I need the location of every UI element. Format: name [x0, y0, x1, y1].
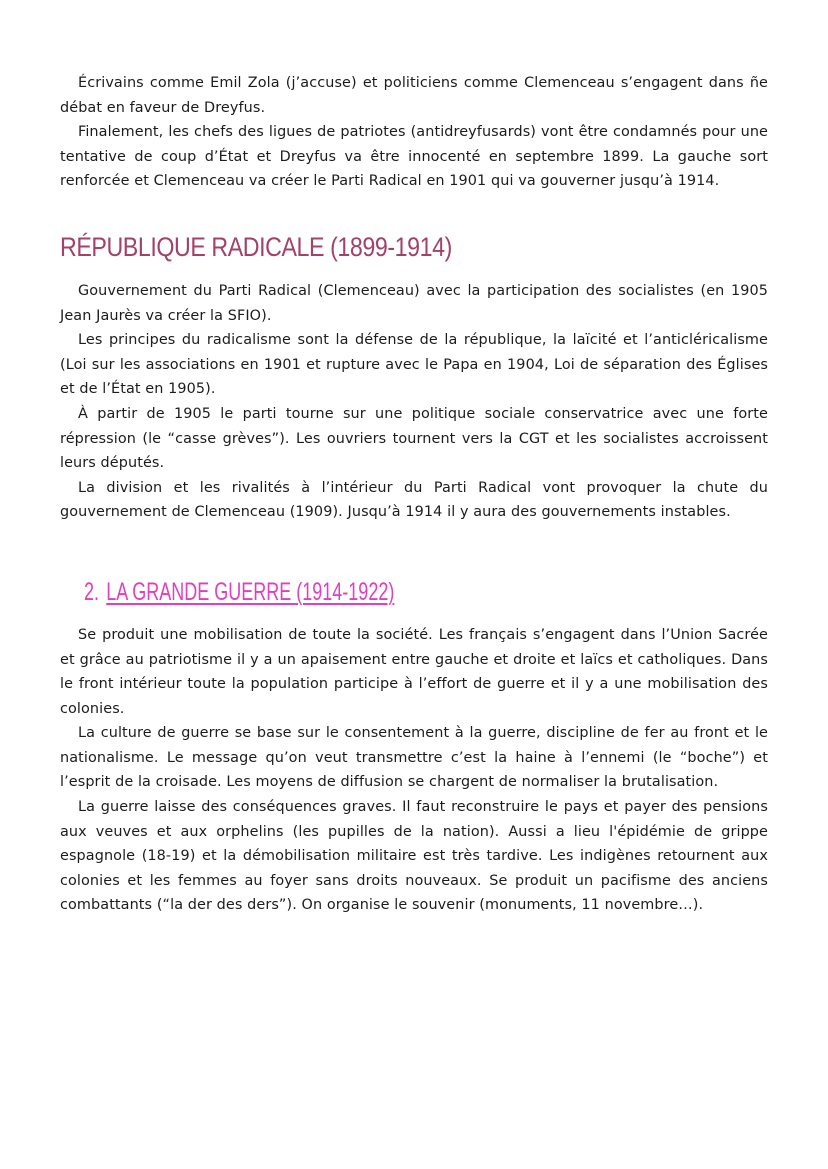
radicale-paragraph-1: Gouvernement du Parti Radical (Clemenceau) avec la participation des socialistes (en 1905 Jean Jaurès va créer la SFIO).: [60, 282, 768, 324]
radicale-paragraph-2: Les principes du radicalisme sont la défense de la république, la laïcité et l’anticléricalisme (Loi sur les associations en 1901 et rupture avec le Papa en 1904, Loi de séparation des Églises et de l’État en 1905).: [60, 332, 768, 398]
section-heading-grande-guerre: [84, 578, 576, 607]
guerre-paragraph-3: La guerre laisse des conséquences graves. Il faut reconstruire le pays et payer des pensions aux veuves et aux orphelins (les pupilles de la nation). Aussi a lieu l'épidémie de grippe espagnole (18-19) et la démobilisation militaire est très tardive. Les indigènes retournent aux colonies et les femmes au foyer sans droits nouveaux. Se produit un pacifisme des anciens combattants (“la der des ders”). On organise le souvenir (monuments, 11 novembre…).: [60, 799, 768, 914]
section-heading-republique-radicale: RÉPUBLIQUE RADICALE (1899-1914): [60, 231, 452, 262]
section-number: 2.: [84, 577, 100, 606]
guerre-paragraph-2: La culture de guerre se base sur le consentement à la guerre, discipline de fer au front et le nationalisme. Le message qu’on veut transmettre c’est la haine à l’ennemi (le “boche”) et l’esprit de la croisade. Les moyens de diffusion se chargent de normaliser la brutalisation.: [60, 725, 768, 791]
radicale-paragraph-3: À partir de 1905 le parti tourne sur une politique sociale conservatrice avec une forte répression (le “casse grèves”). Les ouvriers tournent vers la CGT et les socialistes accroissent leurs députés.: [60, 405, 768, 472]
radicale-paragraph-4: La division et les rivalités à l’intérieur du Parti Radical vont provoquer la chute du gouvernement de Clemenceau (1909). Jusqu’à 1914 il y aura des gouvernements instables.: [60, 479, 768, 521]
intro-paragraph-1: Écrivains comme Emil Zola (j’accuse) et politiciens comme Clemenceau s’engagent dans ñe débat en faveur de Dreyfus.: [60, 75, 768, 116]
guerre-paragraph-1: Se produit une mobilisation de toute la société. Les français s’engagent dans l’Union Sacrée et grâce au patriotisme il y a un apaisement entre gauche et droite et laïcs et catholiques. Dans le front intérieur toute la population participe à l’effort de guerre et il y a une mobilisation des colonies.: [60, 626, 768, 717]
intro-paragraph-2: Finalement, les chefs des ligues de patriotes (antidreyfusards) vont être condamnés pour une tentative de coup d’État et Dreyfus va être innocenté en septembre 1899. La gauche sort renforcée et Clemenceau va créer le Parti Radical en 1901 qui va gouverner jusqu’à 1914.: [60, 124, 768, 190]
section-title: LA GRANDE GUERRE (1914-1922): [106, 577, 395, 606]
